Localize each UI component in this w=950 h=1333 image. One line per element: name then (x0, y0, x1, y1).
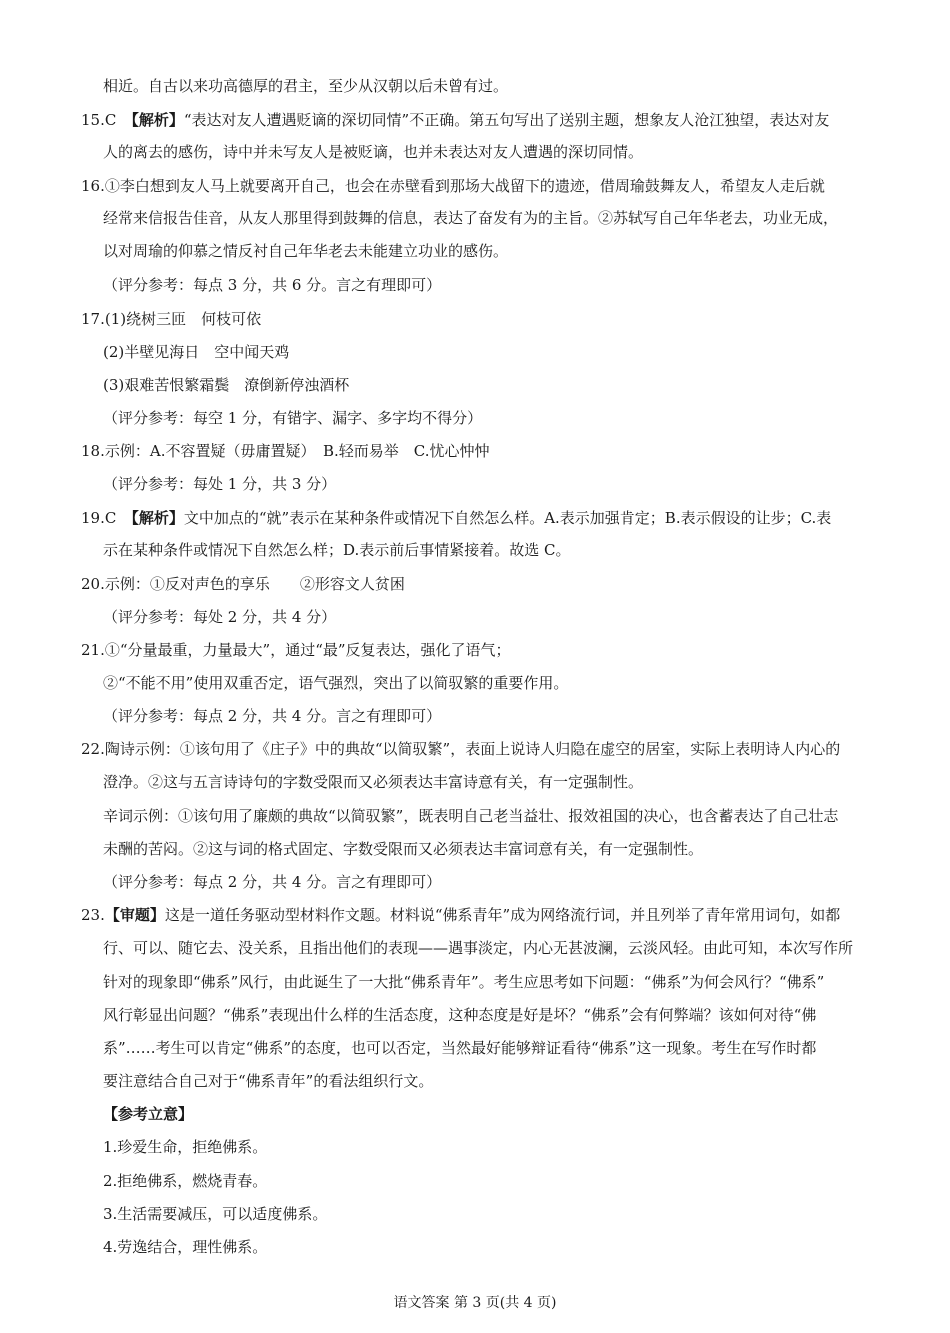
answer-line: 未酬的苦闷。②这与词的格式固定、字数受限而又必须表达丰富词意有关，有一定强制性。 (103, 840, 704, 858)
scoring-note: （评分参考：每处 1 分，共 3 分） (103, 475, 337, 493)
answer-line: 辛词示例：①该句用了廉颇的典故“以简驭繁”，既表明自己老当益壮、报效祖国的决心，也含蓄表达了自己壮志 (103, 807, 839, 825)
analysis-tag: 【解析】 (131, 111, 184, 129)
review-tag: 【审题】 (104, 906, 165, 924)
answer-line (81, 508, 831, 528)
answer-line: 行、可以、随它去、没关系，且指出他们的表现——遇事淡定，内心无甚波澜，云淡风轻。由此可知，本次写作所 (103, 939, 854, 957)
scoring-note: （评分参考：每空 1 分，有错字、漏字、多字均不得分） (103, 409, 483, 427)
answer-line: 16.①李白想到友人马上就要离开自己，也会在赤壁看到那场大战留下的遗迹，借周瑜鼓舞友人，希望友人走后就 (81, 177, 825, 195)
list-item: 2.拒绝佛系，燃烧青春。 (103, 1172, 268, 1190)
scoring-note: （评分参考：每点 2 分，共 4 分。言之有理即可） (103, 707, 442, 725)
answer-line: 17.(1)绕树三匝 何枝可依 (81, 310, 262, 328)
answer-line: 21.①“分量最重，力量最大”，通过“最”反复表达，强化了语气； (81, 641, 511, 659)
answer-line: 风行彰显出问题？“佛系”表现出什么样的生活态度，这种态度是好是坏？“佛系”会有何弊端？该如何对待“佛 (103, 1006, 817, 1024)
answer-text: “表达对友人遭遇贬谪的深切同情”不正确。第五句写出了送别主题，想象友人沧江独望，表达对友 (183, 111, 830, 129)
question-number: 19.C (81, 509, 132, 527)
answer-line: 20.示例：①反对声色的享乐 ②形容文人贫困 (81, 575, 405, 593)
question-number: 23. (81, 906, 105, 924)
answer-line: 经常来信报告佳音，从友人那里得到鼓舞的信息，表达了奋发有为的主旨。②苏轼写自己年华老去，功业无成， (103, 209, 839, 227)
list-item: 1.珍爱生命，拒绝佛系。 (103, 1138, 268, 1156)
answer-text: 文中加点的“就”表示在某种条件或情况下自然怎么样。A.表示加强肯定；B.表示假设的让步；C.表 (183, 509, 832, 527)
answer-line: (3)艰难苦恨繁霜鬓 潦倒新停浊酒杯 (103, 376, 350, 394)
answer-text: 这是一道任务驱动型材料作文题。材料说“佛系青年”成为网络流行词，并且列举了青年常用词句，如都 (164, 906, 841, 924)
answer-line: 要注意结合自己对于“佛系青年”的看法组织行文。 (103, 1072, 434, 1090)
list-item: 3.生活需要减压，可以适度佛系。 (103, 1205, 328, 1223)
answer-line (81, 905, 840, 925)
scoring-note: （评分参考：每点 3 分，共 6 分。言之有理即可） (103, 276, 442, 294)
page-footer: 语文答案 第 3 页(共 4 页) (393, 1295, 557, 1311)
answer-line: 针对的现象即“佛系”风行，由此诞生了一大批“佛系青年”。考生应思考如下问题：“佛系”为何会风行？“佛系” (103, 973, 825, 991)
answer-line: 相近。自古以来功高德厚的君主，至少从汉朝以后未曾有过。 (103, 77, 509, 95)
question-number: 15.C (81, 111, 132, 129)
answer-line: ②“不能不用”使用双重否定，语气强烈，突出了以简驭繁的重要作用。 (103, 674, 569, 692)
answer-line: 澄净。②这与五言诗诗句的字数受限而又必须表达丰富诗意有关，有一定强制性。 (103, 773, 644, 791)
answer-line: 18.示例：A.不容置疑（毋庸置疑） B.轻而易举 C.忧心忡忡 (81, 442, 490, 460)
reference-theme-heading: 【参考立意】 (103, 1105, 194, 1123)
answer-line: 以对周瑜的仰慕之情反衬自己年华老去未能建立功业的感伤。 (103, 242, 509, 260)
scoring-note: （评分参考：每处 2 分，共 4 分） (103, 608, 337, 626)
answer-line (81, 110, 829, 130)
answer-line: 人的离去的感伤，诗中并未写友人是被贬谪，也并未表达对友人遭遇的深切同情。 (103, 143, 644, 161)
list-item: 4.劳逸结合，理性佛系。 (103, 1238, 268, 1256)
analysis-tag: 【解析】 (131, 509, 184, 527)
answer-line: 示在某种条件或情况下自然怎么样；D.表示前后事情紧接着。故选 C。 (103, 541, 571, 559)
answer-line: 系”……考生可以肯定“佛系”的态度，也可以否定，当然最好能够辩证看待“佛系”这一现象。考生在写作时都 (103, 1039, 817, 1057)
answer-line: 22.陶诗示例：①该句用了《庄子》中的典故“以简驭繁”，表面上说诗人归隐在虚空的居室，实际上表明诗人内心的 (81, 740, 841, 758)
scoring-note: （评分参考：每点 2 分，共 4 分。言之有理即可） (103, 873, 442, 891)
answer-line: (2)半壁见海日 空中闻天鸡 (103, 343, 290, 361)
